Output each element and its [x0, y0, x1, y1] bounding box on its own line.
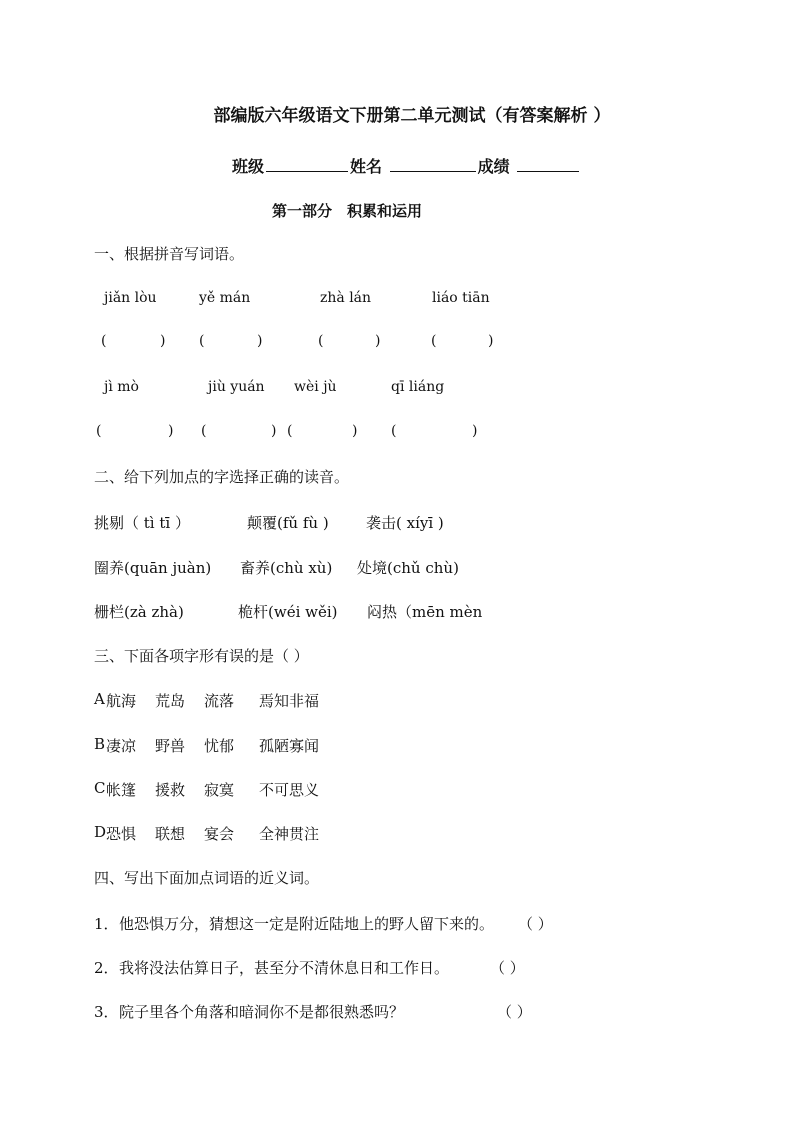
answer-paren-close: )	[472, 423, 478, 439]
pronunciation-item: 袭击( xíyī )	[366, 514, 444, 532]
pinyin-item: qī liáng	[391, 379, 445, 395]
option-word: 忧郁	[204, 737, 235, 755]
option-word: 荒岛	[155, 692, 186, 710]
pronunciation-item: 闷热（mēn mèn	[367, 603, 483, 621]
pinyin-item: zhà lán	[320, 290, 372, 306]
answer-blank: （ ）	[497, 1003, 532, 1021]
answer-paren-close: )	[488, 333, 494, 349]
option-word: 寂寞	[204, 781, 235, 799]
q1-heading: 一、根据拼音写词语。	[94, 245, 245, 263]
score-label: 成绩	[477, 157, 510, 176]
answer-paren-open: (	[287, 423, 293, 439]
answer-paren-close: )	[257, 333, 263, 349]
question-text: 他恐惧万分，猜想这一定是附近陆地上的野人留下来的。	[119, 915, 495, 933]
option-label-d: D	[94, 823, 107, 841]
answer-paren-close: )	[271, 423, 277, 439]
question-number: 3．	[94, 1003, 119, 1021]
pronunciation-item: 畜养(chù xù)	[240, 559, 333, 577]
option-word: 恐惧	[106, 825, 137, 843]
class-blank	[266, 155, 348, 172]
score-blank	[517, 155, 579, 172]
question-text: 院子里各个角落和暗洞你不是都很熟悉吗？	[119, 1003, 405, 1021]
answer-paren-open: (	[431, 333, 437, 349]
name-blank	[390, 155, 476, 172]
part-title: 第一部分 积累和运用	[272, 202, 423, 220]
answer-paren-close: )	[375, 333, 381, 349]
answer-paren-open: (	[201, 423, 207, 439]
question-text: 我将没法估算日子，甚至分不清休息日和工作日。	[119, 959, 450, 977]
answer-paren-close: )	[160, 333, 166, 349]
answer-blank: （ ）	[518, 915, 553, 933]
option-word: 流落	[204, 692, 235, 710]
option-word: 宴会	[204, 825, 235, 843]
option-word: 全神贯注	[259, 825, 320, 843]
option-word: 凄凉	[106, 737, 137, 755]
answer-blank: （ ）	[490, 959, 525, 977]
pronunciation-item: 圈养(quān juàn)	[94, 559, 212, 577]
pronunciation-item: 挑剔（ tì tī ）	[94, 514, 190, 532]
q3-heading: 三、下面各项字形有误的是（ ）	[94, 647, 309, 665]
pinyin-item: jiǎn lòu	[104, 290, 157, 306]
pronunciation-item: 处境(chǔ chù)	[357, 559, 459, 577]
pinyin-item: jiù yuán	[208, 379, 265, 395]
option-word: 联想	[155, 825, 186, 843]
question-number: 2．	[94, 959, 119, 977]
pinyin-item: jì mò	[104, 379, 139, 395]
option-word: 航海	[106, 692, 137, 710]
answer-paren-open: (	[318, 333, 324, 349]
option-label-c: C	[94, 779, 106, 797]
pronunciation-item: 颠覆(fǔ fù )	[247, 514, 329, 532]
answer-paren-open: (	[199, 333, 205, 349]
option-word: 援救	[155, 781, 186, 799]
pronunciation-item: 栅栏(zà zhà)	[94, 603, 184, 621]
student-info-line	[232, 155, 581, 178]
answer-paren-open: (	[101, 333, 107, 349]
pinyin-item: wèi jù	[294, 379, 337, 395]
option-label-b: B	[94, 735, 106, 753]
answer-paren-close: )	[352, 423, 358, 439]
answer-paren-close: )	[168, 423, 174, 439]
class-label: 班级	[232, 157, 265, 176]
option-word: 焉知非福	[259, 692, 320, 710]
answer-paren-open: (	[391, 423, 397, 439]
pinyin-item: yě mán	[199, 290, 251, 306]
option-word: 不可思义	[259, 781, 320, 799]
name-label: 姓名	[350, 157, 383, 176]
document-title: 部编版六年级语文下册第二单元测试（有答案解析 ）	[213, 106, 611, 126]
option-label-a: A	[94, 690, 105, 708]
option-word: 野兽	[155, 737, 186, 755]
q4-heading: 四、写出下面加点词语的近义词。	[94, 869, 320, 887]
pronunciation-item: 桅杆(wéi wěi)	[238, 603, 338, 621]
pinyin-item: liáo tiān	[432, 290, 490, 306]
q2-heading: 二、给下列加点的字选择正确的读音。	[94, 468, 350, 486]
answer-paren-open: (	[96, 423, 102, 439]
question-number: 1．	[94, 915, 119, 933]
option-word: 孤陋寡闻	[259, 737, 320, 755]
option-word: 帐篷	[106, 781, 137, 799]
